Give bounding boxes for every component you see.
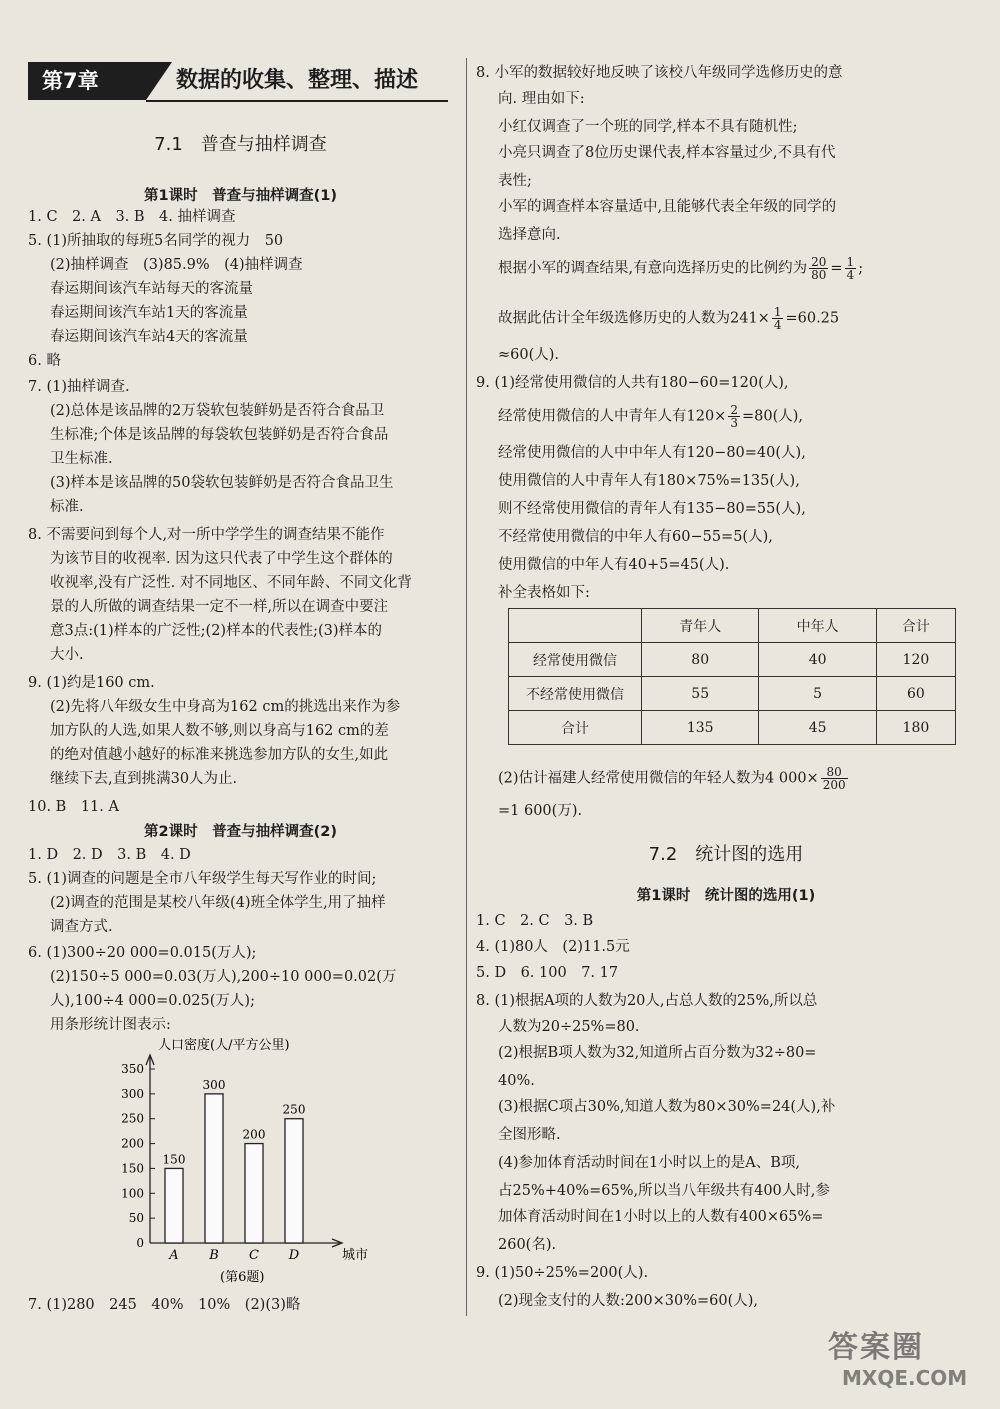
answer-line: 收视率,没有广泛性. 对不同地区、不同年龄、不同文化背 bbox=[50, 575, 412, 591]
chart-caption: (第6题) bbox=[220, 1270, 265, 1285]
answer-line: (2)总体是该品牌的2万袋软包装鲜奶是否符合食品卫 bbox=[50, 403, 385, 419]
fraction-line-result: =80(人), bbox=[741, 408, 803, 425]
bar bbox=[205, 1094, 223, 1243]
answer-line: 调查方式. bbox=[50, 919, 113, 935]
semicolon: ; bbox=[858, 260, 864, 277]
fraction bbox=[772, 306, 784, 331]
section-title-7-1: 7.1 普查与抽样调查 bbox=[154, 134, 327, 155]
answer-line: 经常使用微信的人中中年人有120−80=40(人), bbox=[498, 445, 806, 461]
fraction-denominator: 200 bbox=[822, 778, 846, 792]
estimate-line-2 bbox=[498, 766, 850, 791]
answer-line: (2)抽样调查 (3)85.9% (4)抽样调查 bbox=[50, 257, 303, 273]
answer-line: 4. (1)80人 (2)11.5元 bbox=[476, 939, 630, 955]
answer-line: 人),100÷4 000=0.025(万人); bbox=[50, 993, 255, 1009]
table-header-row bbox=[509, 609, 956, 643]
answer-line: 1. D 2. D 3. B 4. D bbox=[28, 847, 191, 863]
column-divider bbox=[466, 58, 467, 1316]
fraction bbox=[845, 256, 857, 281]
table-header-cell: 中年人 bbox=[759, 609, 876, 643]
bar-value-label: 200 bbox=[242, 1127, 266, 1142]
chapter-badge: 第7章 bbox=[28, 62, 146, 100]
answer-line: 5. (1)调查的问题是全市八年级学生每天写作业的时间; bbox=[28, 871, 377, 887]
watermark-logo-text: 答案圈 bbox=[828, 1330, 924, 1365]
fraction-numerator: 20 bbox=[811, 255, 827, 269]
answer-line: 使用微信的人中青年人有180×75%=135(人), bbox=[498, 473, 800, 489]
answer-line: 占25%+40%=65%,所以当八年级共有400人时,参 bbox=[498, 1183, 830, 1199]
table-cell: 合计 bbox=[509, 711, 642, 745]
answer-line: 意3点:(1)样本的广泛性;(2)样本的代表性;(3)样本的 bbox=[50, 623, 382, 639]
table-cell: 135 bbox=[642, 711, 759, 745]
answer-line: (2)先将八年级女生中身高为162 cm的挑选出来作为参 bbox=[50, 699, 401, 715]
fraction-numerator: 1 bbox=[846, 255, 855, 269]
answer-line: 5. (1)所抽取的每班5名同学的视力 50 bbox=[28, 233, 284, 249]
site-watermark bbox=[828, 1322, 967, 1390]
chapter-header bbox=[28, 62, 448, 102]
fraction bbox=[821, 766, 848, 791]
bar bbox=[285, 1119, 303, 1243]
answer-line: (2)150÷5 000=0.03(万人),200÷10 000=0.02(万 bbox=[50, 969, 397, 985]
table-cell: 45 bbox=[759, 711, 876, 745]
answer-line: 6. (1)300÷20 000=0.015(万人); bbox=[28, 945, 257, 961]
x-category-label: C bbox=[249, 1248, 259, 1263]
table-header-cell bbox=[509, 609, 642, 643]
fraction-denominator: 80 bbox=[811, 268, 827, 282]
answer-line: (4)参加体育活动时间在1小时以上的是A、B项, bbox=[498, 1155, 800, 1171]
bar bbox=[245, 1144, 263, 1243]
y-tick-label: 300 bbox=[121, 1086, 144, 1101]
table-cell: 经常使用微信 bbox=[509, 643, 642, 677]
table-cell: 120 bbox=[876, 643, 955, 677]
answer-line: 10. B 11. A bbox=[28, 799, 119, 815]
table-cell: 40 bbox=[759, 643, 876, 677]
watermark-url: MXQE.COM bbox=[842, 1366, 968, 1390]
answer-line: 8. 小军的数据较好地反映了该校八年级同学选修历史的意 bbox=[476, 65, 843, 81]
table-row bbox=[509, 643, 956, 677]
chart-xlabel: 城市 bbox=[342, 1248, 369, 1263]
y-tick-label: 100 bbox=[121, 1186, 144, 1201]
ratio-text: 根据小军的调查结果,有意向选择历史的比例约为 bbox=[498, 260, 808, 277]
answer-line: (3)样本是该品牌的50袋软包装鲜奶是否符合食品卫生 bbox=[50, 475, 394, 491]
bar-value-label: 250 bbox=[282, 1102, 306, 1117]
answer-line: =1 600(万). bbox=[498, 803, 583, 819]
answer-line: (2)根据B项人数为32,知道所占百分数为32÷80= bbox=[498, 1045, 817, 1061]
answer-line: 卫生标准. bbox=[50, 451, 113, 467]
fraction-numerator: 2 bbox=[730, 403, 738, 417]
answer-line: 加体育活动时间在1小时以上的人数有400×65%= bbox=[498, 1209, 824, 1225]
answer-line: 全图形略. bbox=[498, 1127, 561, 1143]
answer-line: 用条形统计图表示: bbox=[50, 1017, 171, 1033]
lesson-title-1: 第1课时 普查与抽样调查(1) bbox=[144, 188, 337, 204]
answer-line: 景的人所做的调查结果一定不一样,所以在调查中要注 bbox=[50, 599, 389, 615]
y-tick-label: 350 bbox=[121, 1062, 144, 1076]
chapter-rule bbox=[146, 100, 448, 102]
ratio-line bbox=[498, 256, 863, 281]
table-cell: 55 bbox=[642, 677, 759, 711]
answer-line: 春运期间该汽车站4天的客流量 bbox=[50, 329, 248, 345]
y-tick-label: 50 bbox=[128, 1211, 144, 1226]
y-tick-label: 250 bbox=[121, 1111, 144, 1126]
answer-line: 则不经常使用微信的青年人有135−80=55(人), bbox=[498, 501, 806, 517]
bar-value-label: 150 bbox=[162, 1152, 186, 1167]
chapter-badge-wedge bbox=[146, 62, 172, 100]
answer-line: 小军的调查样本容量适中,且能够代表全年级的同学的 bbox=[498, 199, 837, 215]
estimate-line bbox=[498, 306, 839, 331]
chart-ylabel: 人口密度(人/平方公里) bbox=[158, 1038, 290, 1053]
fraction-denominator: 4 bbox=[773, 318, 782, 332]
answer-line: 40%. bbox=[498, 1073, 535, 1089]
answer-line: ≈60(人). bbox=[498, 347, 560, 363]
answer-line: 使用微信的中年人有40+5=45(人). bbox=[498, 557, 730, 573]
table-header-cell: 合计 bbox=[876, 609, 955, 643]
table-cell: 5 bbox=[759, 677, 876, 711]
wechat-usage-table bbox=[508, 608, 956, 745]
answer-line: 6. 略 bbox=[28, 353, 61, 369]
x-category-label: B bbox=[209, 1248, 219, 1263]
x-category-label: D bbox=[288, 1248, 300, 1263]
estimate-text: 故据此估计全年级选修历史的人数为241× bbox=[498, 310, 770, 327]
answer-line: 1. C 2. C 3. B bbox=[476, 913, 594, 929]
answer-line: 260(名). bbox=[498, 1237, 557, 1253]
bar bbox=[165, 1168, 183, 1243]
answer-line: 8. 不需要问到每个人,对一所中学学生的调查结果不能作 bbox=[28, 527, 385, 543]
answer-line: 7. (1)抽样调查. bbox=[28, 379, 130, 395]
table-row bbox=[509, 711, 956, 745]
answer-line: 春运期间该汽车站每天的客流量 bbox=[50, 281, 253, 297]
fraction bbox=[809, 256, 828, 281]
fraction-denominator: 3 bbox=[730, 416, 738, 430]
answer-line: 不经常使用微信的中年人有60−55=5(人), bbox=[498, 529, 773, 545]
x-category-label: A bbox=[169, 1248, 179, 1263]
lesson-title-7-2-1: 第1课时 统计图的选用(1) bbox=[636, 888, 816, 904]
section-title-7-2: 7.2 统计图的选用 bbox=[648, 844, 804, 865]
answer-line: 表性; bbox=[498, 173, 532, 189]
lesson-title-2: 第2课时 普查与抽样调查(2) bbox=[144, 824, 337, 840]
answer-line: 春运期间该汽车站1天的客流量 bbox=[50, 305, 248, 321]
answer-line: 5. D 6. 100 7. 17 bbox=[476, 965, 619, 981]
fraction-numerator: 1 bbox=[773, 305, 782, 319]
y-tick-label: 150 bbox=[121, 1161, 144, 1176]
answer-line: 的绝对值越小越好的标准来挑选参加方队的女生,如此 bbox=[50, 747, 389, 763]
fraction bbox=[728, 404, 740, 429]
answer-line: (2)调查的范围是某校八年级(4)班全体学生,用了抽样 bbox=[50, 895, 386, 911]
answer-line: (2)现金支付的人数:200×30%=60(人), bbox=[498, 1293, 759, 1309]
bar-value-label: 300 bbox=[202, 1077, 226, 1092]
answer-line: (3)根据C项占30%,知道人数为80×30%=24(人),补 bbox=[498, 1099, 836, 1115]
estimate-result: =60.25 bbox=[785, 310, 840, 327]
fraction-line bbox=[498, 404, 803, 429]
fraction-line-text: 经常使用微信的人中青年人有120× bbox=[498, 408, 727, 425]
answer-line: 加方队的人选,如果人数不够,则以身高与162 cm的差 bbox=[50, 723, 389, 739]
answer-line: 标准. bbox=[50, 499, 84, 515]
answer-line: 小亮只调查了8位历史课代表,样本容量过少,不具有代 bbox=[498, 145, 836, 161]
answer-line: 小红仅调查了一个班的同学,样本不具有随机性; bbox=[498, 119, 798, 135]
answer-line: 8. (1)根据A项的人数为20人,占总人数的25%,所以总 bbox=[476, 993, 818, 1009]
table-cell: 不经常使用微信 bbox=[509, 677, 642, 711]
table-cell: 180 bbox=[876, 711, 955, 745]
answer-line: 9. (1)经常使用微信的人共有180−60=120(人), bbox=[476, 375, 789, 391]
answer-line: 向. 理由如下: bbox=[498, 91, 585, 107]
population-density-bar-chart bbox=[110, 1035, 380, 1285]
fraction-numerator: 80 bbox=[821, 766, 848, 779]
answer-line: 为该节目的收视率. 因为这只代表了中学生这个群体的 bbox=[50, 551, 393, 567]
answer-line: 大小. bbox=[50, 647, 84, 663]
answer-line: 7. (1)280 245 40% 10% (2)(3)略 bbox=[28, 1297, 301, 1313]
answer-line: 继续下去,直到挑满30人为止. bbox=[50, 771, 238, 787]
answer-line: 1. C 2. A 3. B 4. 抽样调查 bbox=[28, 209, 236, 225]
y-tick-label: 200 bbox=[121, 1136, 144, 1151]
answer-line: 9. (1)50÷25%=200(人). bbox=[476, 1265, 649, 1281]
table-cell: 60 bbox=[876, 677, 955, 711]
chapter-title: 数据的收集、整理、描述 bbox=[176, 68, 419, 93]
answer-line: 选择意向. bbox=[498, 227, 561, 243]
answer-line: 生标准;个体是该品牌的每袋软包装鲜奶是否符合食品 bbox=[50, 427, 389, 443]
answer-line: 人数为20÷25%=80. bbox=[498, 1019, 640, 1035]
estimate-text: (2)估计福建人经常使用微信的年轻人数为4 000× bbox=[498, 770, 819, 787]
table-header-cell: 青年人 bbox=[642, 609, 759, 643]
fraction-denominator: 4 bbox=[846, 268, 855, 282]
table-row bbox=[509, 677, 956, 711]
answer-line: 9. (1)约是160 cm. bbox=[28, 675, 155, 691]
table-cell: 80 bbox=[642, 643, 759, 677]
y-tick-label: 0 bbox=[136, 1236, 144, 1250]
equals-sign: = bbox=[830, 260, 843, 277]
answer-line: 补全表格如下: bbox=[498, 585, 590, 601]
